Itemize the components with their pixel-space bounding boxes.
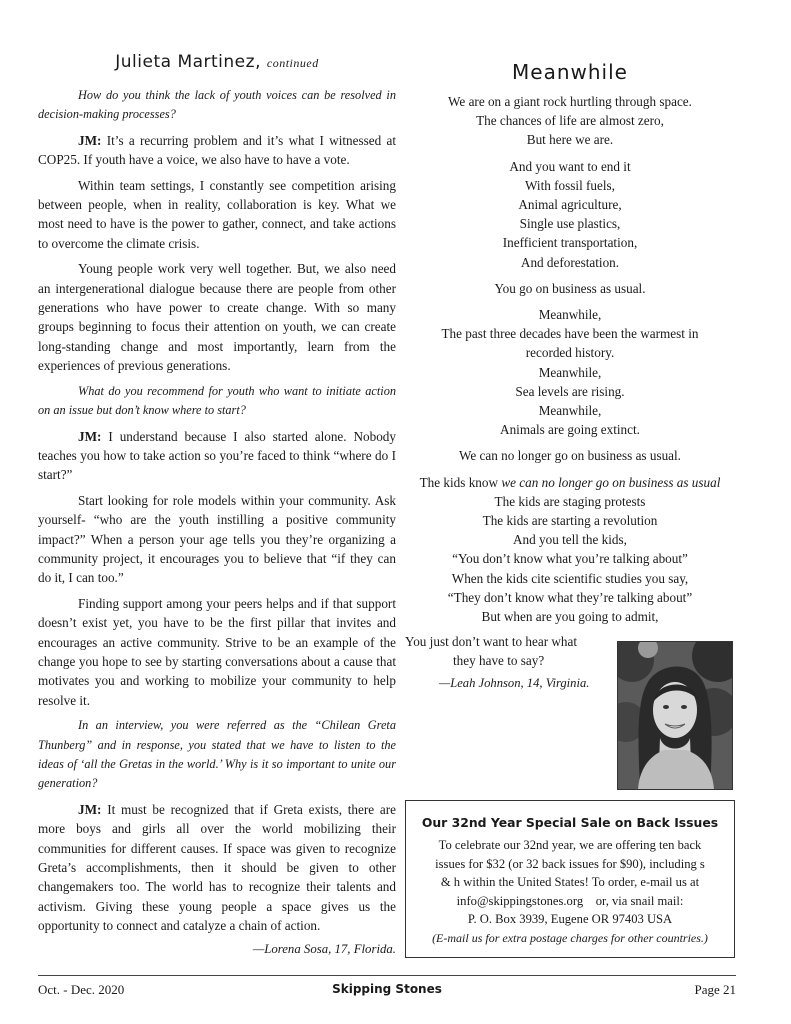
back-issues-sale-box bbox=[405, 800, 735, 958]
paragraph-2: Within team settings, I constantly see competition arising between people, when in reality, collaboration is key. What we most need to have is the power to gather, connect, and take actions to overcome the climate crisis. bbox=[38, 177, 396, 251]
author-portrait-photo bbox=[617, 641, 733, 790]
poem-line: recorded history. bbox=[525, 345, 615, 361]
footer-divider bbox=[38, 975, 736, 976]
sale-note: (E-mail us for extra postage charges for other countries.) bbox=[432, 930, 708, 945]
poem-stanza bbox=[405, 473, 735, 627]
answer-3 bbox=[38, 800, 396, 936]
poem-line: Meanwhile, bbox=[538, 403, 602, 419]
poem-line: they have to say? bbox=[453, 653, 545, 669]
poem-line: Animal agriculture, bbox=[518, 197, 622, 213]
poet-signature: —Leah Johnson, 14, Virginia. bbox=[439, 676, 590, 691]
poem-stanza bbox=[405, 279, 735, 298]
poem-line: But when are you going to admit, bbox=[481, 609, 659, 625]
answer-2-text: I understand because I also started alone. Nobody teaches you how to take action so you’re faced to think “where do I start?” bbox=[38, 428, 396, 483]
article-continued: continued bbox=[266, 56, 319, 70]
poem-stanza bbox=[405, 446, 735, 465]
speaker-label: JM: bbox=[78, 132, 102, 148]
sale-body bbox=[412, 836, 728, 929]
poem-line: You just don’t want to hear what bbox=[405, 634, 578, 649]
poem-line: Sea levels are rising. bbox=[515, 383, 625, 399]
sale-line: issues for $32 (or 32 back issues for $90), including s bbox=[435, 856, 705, 871]
poem-line: And you tell the kids, bbox=[513, 532, 627, 548]
poem-line: When the kids cite scientific studies you say, bbox=[451, 570, 689, 586]
poem-stanza bbox=[405, 157, 735, 272]
poem-line: And you want to end it bbox=[509, 158, 631, 174]
sale-title: Our 32nd Year Special Sale on Back Issues bbox=[421, 815, 719, 830]
question-2: What do you recommend for youth who want to initiate action on an issue but don’t know where to start? bbox=[38, 383, 396, 418]
question-1: How do you think the lack of youth voices can be resolved in decision-making processes? bbox=[38, 88, 396, 122]
answer-1-text: It’s a recurring problem and it’s what I witnessed at COP25. If youth have a voice, we also have to have a vote. bbox=[38, 132, 396, 168]
poem-column bbox=[405, 60, 735, 633]
poem-line: We are on a giant rock hurtling through space. bbox=[448, 94, 692, 109]
poem-line: Meanwhile, bbox=[538, 307, 602, 323]
paragraph-5: Start looking for role models within your community. Ask yourself- “who are the youth instilling a positive community impact?” When a person your age tells you they’re organizing a community project, it encourages you to believe that “if they can do it, I can too.” bbox=[38, 492, 396, 586]
paragraph-6: Finding support among your peers helps and if that support doesn’t exist yet, you have to be the first pillar that invites and encourages an active community. Strive to be an example of the change you hope to see by starting conversations about a cause that motivates you and working to mobilize your community to help resolve it. bbox=[38, 595, 396, 708]
article-heading bbox=[38, 52, 396, 72]
sale-contact-line[interactable]: info@skippingstones.org or, via snail mail: bbox=[456, 893, 684, 908]
poem-line: Inefficient transportation, bbox=[502, 235, 638, 251]
kids-italic: we can no longer go on business as usual bbox=[501, 474, 721, 490]
sale-address-line: P. O. Box 3939, Eugene OR 97403 USA bbox=[467, 912, 673, 927]
interview-column bbox=[38, 52, 396, 957]
sale-line: & h within the United States! To order, e-mail us at bbox=[440, 875, 700, 890]
poem-line: “You don’t know what you’re talking about” bbox=[452, 551, 688, 567]
poem-line: The chances of life are almost zero, bbox=[476, 113, 664, 129]
issue-date: Oct. - Dec. 2020 bbox=[38, 982, 125, 997]
poem-line bbox=[405, 473, 735, 492]
poem-line: And deforestation. bbox=[520, 254, 620, 270]
poem-line: Meanwhile, bbox=[538, 364, 602, 380]
portrait-illustration bbox=[618, 642, 732, 789]
poem-line: The kids are starting a revolution bbox=[482, 513, 658, 529]
kids-lead: The kids know bbox=[419, 474, 502, 490]
poem-stanza bbox=[405, 92, 735, 150]
poem-line: We can no longer go on business as usual. bbox=[459, 448, 681, 464]
interviewer-signature: —Lorena Sosa, 17, Florida. bbox=[252, 941, 396, 956]
poem-line: “They don’t know what they’re talking about” bbox=[447, 589, 693, 605]
poem-line: You go on business as usual. bbox=[494, 280, 646, 296]
poem-line: Animals are going extinct. bbox=[500, 422, 640, 438]
magazine-name: Skipping Stones bbox=[332, 982, 442, 996]
article-title: Julieta Martinez, bbox=[115, 52, 261, 72]
poem-line: Single use plastics, bbox=[519, 216, 621, 232]
paragraph-3: Young people work very well together. But, we also need an intergenerational dialogue because there are people from other generations who have power to create change. With so many groups beginning to focus their attention on youth, we can create long-standing change and most importantly, learn from the experiences of previous generations. bbox=[38, 261, 396, 374]
poem-line: The kids are staging protests bbox=[494, 493, 646, 509]
poem-line: But here we are. bbox=[526, 132, 614, 148]
question-3: In an interview, you were referred as the “Chilean Greta Thunberg” and in response, you stated that we have to listen to the ideas of ‘all the Gretas in the world.’ Why is it so important to unite our generation? bbox=[38, 718, 396, 791]
poem-tail bbox=[405, 632, 625, 694]
speaker-label: JM: bbox=[78, 801, 102, 817]
poem-title: Meanwhile bbox=[512, 60, 628, 84]
poem-body bbox=[405, 92, 735, 626]
poem-line: With fossil fuels, bbox=[525, 177, 615, 193]
sale-line: To celebrate our 32nd year, we are offering ten back bbox=[438, 838, 702, 852]
answer-2 bbox=[38, 427, 396, 485]
speaker-label: JM: bbox=[78, 428, 102, 444]
answer-3-text: It must be recognized that if Greta exists, there are more boys and girls all over the world mobilizing their communities for different causes. If space was given to recognize Greta’s accomplishments, then it should be given to other changemakers too. The world has to recognize their talents and activism. Giving these young people a space gives us the opportunity to connect and catalyze a chain of action. bbox=[38, 801, 396, 934]
poem-stanza bbox=[405, 305, 735, 439]
poem-line: The past three decades have been the warmest in bbox=[441, 326, 699, 342]
answer-1 bbox=[38, 131, 396, 170]
page-number: Page 21 bbox=[694, 982, 736, 997]
